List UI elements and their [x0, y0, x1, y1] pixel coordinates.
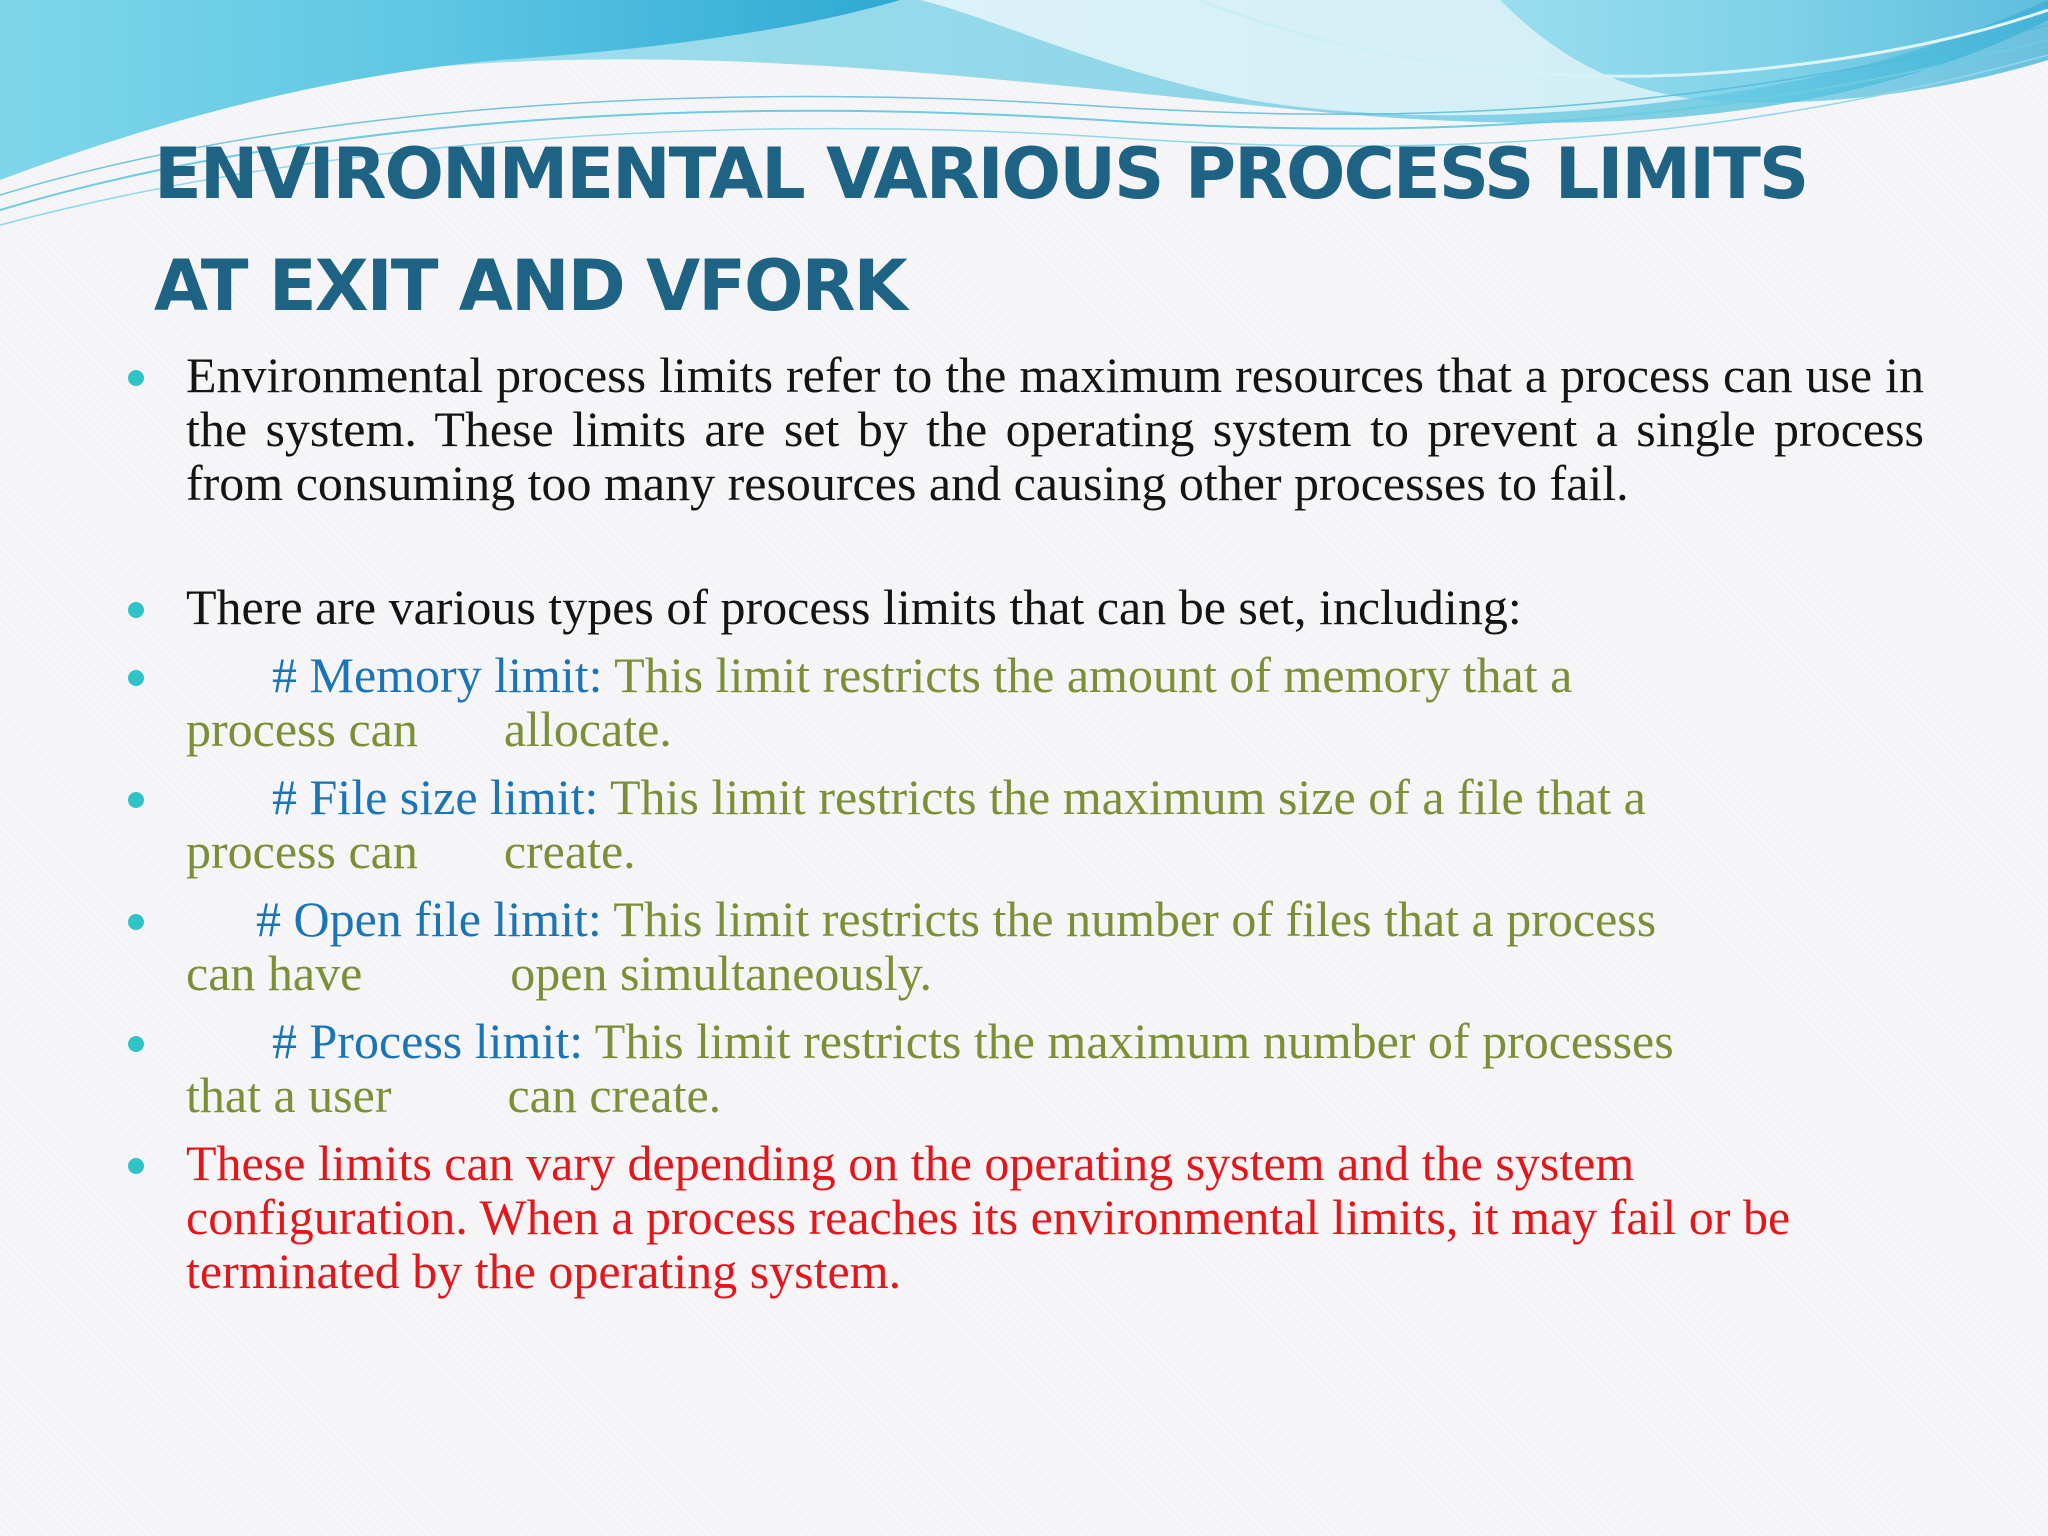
- bullet-text: Environmental process limits refer to the maximum resources that a process can use in the system. These limits are set by the operating system to prevent a single process from consuming too many resources and causing other processes to fail.: [186, 347, 1924, 511]
- bullet-dot-icon: [128, 914, 144, 930]
- bullet-dot-icon: [128, 1158, 144, 1174]
- bullet-item-summary: [186, 1136, 1906, 1298]
- limit-continuation-a: process can: [186, 701, 418, 757]
- limit-continuation-a: process can: [186, 823, 418, 879]
- limit-continuation-a: can have: [186, 945, 363, 1001]
- bullet-item-types: [186, 580, 1924, 634]
- bullet-item-process-limit: [186, 1014, 1924, 1122]
- limit-continuation-b: open simultaneously.: [510, 945, 932, 1001]
- bullet-dot-icon: [128, 792, 144, 808]
- bullet-text: These limits can vary depending on the operating system and the system configuration. When a process reaches its environmental limits, it may fail or be terminated by the operating system.: [186, 1135, 1791, 1299]
- bullet-item-open-file-limit: [186, 892, 1924, 1000]
- title-line-1: ENVIRONMENTAL VARIOUS PROCESS LIMITS: [154, 133, 1808, 215]
- bullet-dot-icon: [128, 602, 144, 618]
- bullet-item-intro: [186, 348, 1924, 510]
- limit-label: # Open file limit:: [256, 891, 602, 947]
- limit-label: # Process limit:: [272, 1013, 584, 1069]
- limit-label: # File size limit:: [272, 769, 599, 825]
- limit-description: This limit restricts the maximum size of a file that a: [609, 769, 1646, 825]
- slide-title: [154, 118, 1954, 342]
- limit-description: This limit restricts the amount of memory that a: [614, 647, 1573, 703]
- bullet-item-memory-limit: [186, 648, 1924, 756]
- bullet-dot-icon: [128, 670, 144, 686]
- title-line-2: AT EXIT AND VFORK: [154, 245, 906, 327]
- limit-continuation-b: can create.: [507, 1067, 722, 1123]
- limit-label: # Memory limit:: [272, 647, 603, 703]
- limit-continuation-b: create.: [503, 823, 636, 879]
- bullet-text: There are various types of process limits that can be set, including:: [186, 579, 1522, 635]
- bullet-dot-icon: [128, 370, 144, 386]
- limit-continuation-b: allocate.: [503, 701, 672, 757]
- limit-description: This limit restricts the maximum number of processes: [594, 1013, 1674, 1069]
- bullet-dot-icon: [128, 1036, 144, 1052]
- limit-continuation-a: that a user: [186, 1067, 392, 1123]
- limit-description: This limit restricts the number of files that a process: [613, 891, 1657, 947]
- bullet-item-file-size-limit: [186, 770, 1924, 878]
